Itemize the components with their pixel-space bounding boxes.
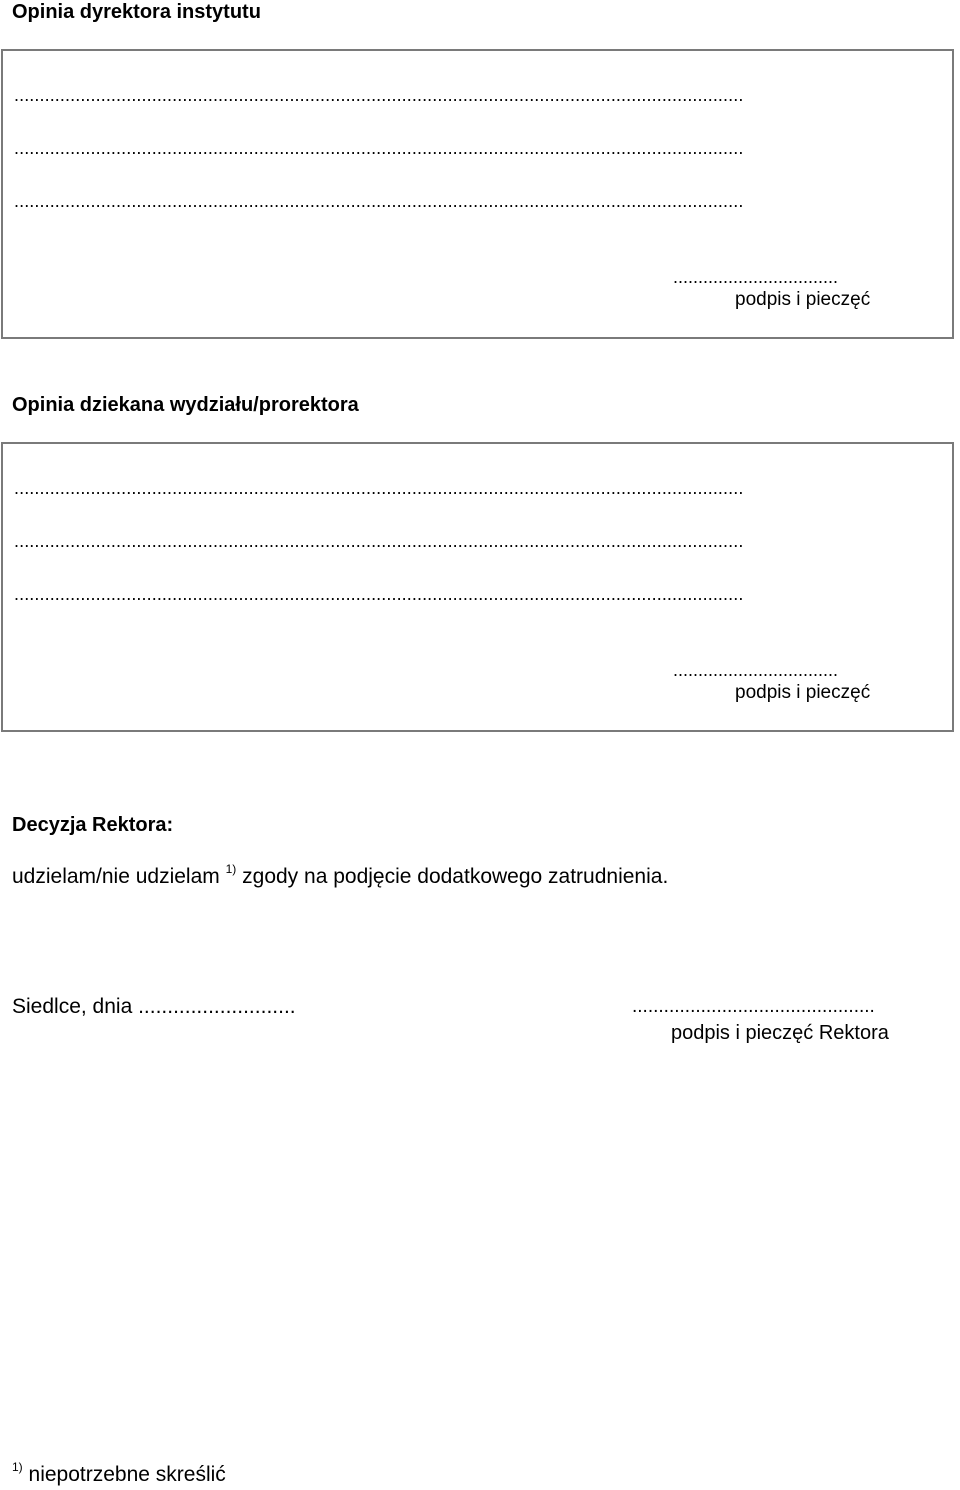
dotted-line-1: ...............................................................................................................................................: [14, 85, 744, 105]
decision-text-after: zgody na podjęcie dodatkowego zatrudnienia.: [242, 865, 669, 888]
footnote: [12, 1462, 226, 1488]
section-heading-institute-director: Opinia dyrektora instytutu: [12, 1, 261, 23]
dotted-line-1: ...............................................................................................................................................: [14, 478, 744, 498]
section-heading-dean: Opinia dziekana wydziału/prorektora: [12, 394, 359, 416]
dotted-line-3: ...............................................................................................................................................: [14, 191, 744, 211]
decision-text: [12, 864, 668, 890]
footnote-mark: 1): [12, 1460, 23, 1474]
signature-dots: .................................: [673, 660, 839, 680]
decision-text-before: udzielam/nie udzielam: [12, 865, 220, 888]
dotted-line-2: ...............................................................................................................................................: [14, 531, 744, 551]
rector-signature-label: podpis i pieczęć Rektora: [671, 1022, 889, 1044]
decision-heading: Decyzja Rektora:: [12, 814, 174, 836]
signature-dots: .................................: [673, 267, 839, 287]
dotted-line-2: ...............................................................................................................................................: [14, 138, 744, 158]
footnote-mark: 1): [225, 862, 237, 876]
footnote-text: niepotrzebne skreślić: [28, 1463, 226, 1486]
rector-signature-dots: ..............................................: [632, 996, 875, 1017]
place-date: Siedlce, dnia ...........................: [12, 995, 296, 1018]
signature-label: podpis i pieczęć: [735, 289, 871, 310]
opinion-box-institute-director: [1, 49, 954, 339]
dotted-line-3: ...............................................................................................................................................: [14, 584, 744, 604]
opinion-box-dean: [1, 442, 954, 732]
signature-label: podpis i pieczęć: [735, 682, 871, 703]
